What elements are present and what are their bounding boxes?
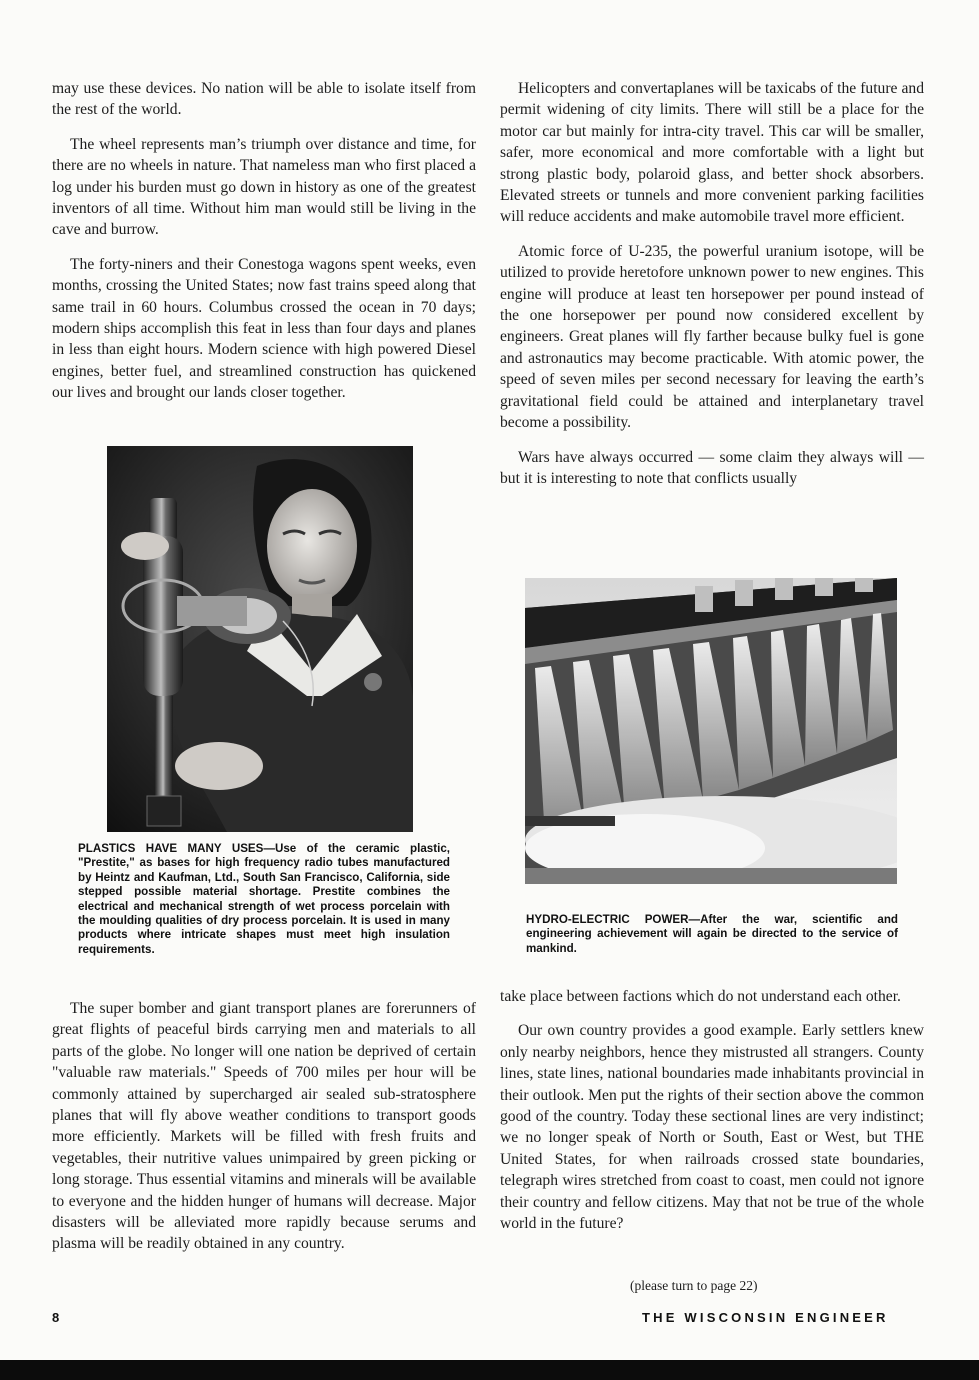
woman-with-radio-tube-image bbox=[107, 446, 413, 832]
paragraph: The wheel represents man’s triumph over distance and time, for there are no wheels in nature. That nameless man who first placed a log under his burden must go down in history as one of the greatest inventors of all time. Without him man would still be living in the cave and burrow. bbox=[52, 135, 476, 239]
hydro-caption: HYDRO-ELECTRIC POWER—After the war, scientific and engineering achievement will again be directed to the service of mankind. bbox=[526, 913, 898, 955]
dam-spillway-image bbox=[525, 578, 897, 884]
page-number: 8 bbox=[52, 1310, 60, 1325]
paragraph: take place between factions which do not understand each other. bbox=[500, 988, 901, 1005]
right-column-bottom bbox=[500, 986, 924, 1247]
publication-title: THE WISCONSIN ENGINEER bbox=[642, 1310, 889, 1325]
left-column-bottom bbox=[52, 998, 476, 1268]
plastics-caption: PLASTICS HAVE MANY USES—Use of the ceramic plastic, "Prestite," as bases for high frequency radio tubes manufactured by Heintz and Kaufman, Ltd., South San Francisco, California, side stepped possible material shortage. Prestite combines the electrical and mechanical strength of wet process porcelain with the moulding qualities of dry process porcelain. It is used in many products where intricate shapes must meet high insulation requirements. bbox=[78, 842, 450, 956]
left-column-top bbox=[52, 78, 476, 417]
paragraph: Wars have always occurred — some claim they always will — but it is interesting to note that conflicts usually bbox=[500, 448, 924, 487]
paragraph: may use these devices. No nation will be able to isolate itself from the rest of the world. bbox=[52, 80, 476, 119]
paragraph: Atomic force of U-235, the powerful uranium isotope, will be utilized to provide heretofore unknown power to new engines. This engine will produce at least ten horsepower per pound instead of the one horsepower per pound now considered excellent by engineers. Great planes will fly farther because bulky fuel is gone and astronautics may become practicable. With atomic power, the speed of seven miles per second necessary for leaving the earth’s gravitational field could be attained and interplanetary travel become a possibility. bbox=[500, 242, 924, 432]
continuation-note: (please turn to page 22) bbox=[630, 1278, 758, 1293]
right-column-top bbox=[500, 78, 924, 502]
paragraph: The super bomber and giant transport planes are forerunners of great flights of peaceful birds carrying men and materials to all parts of the globe. No longer will one nation be deprived of certain "valuable raw materials." Speeds of 700 miles per hour will be commonly attained by supercharged air sealed sub-stratosphere planes that will fly above weather conditions to transport goods more efficiently. Markets will be filled with fresh fruits and vegetables, their nutritive values unimpaired by green picking or long storage. Thus essential vitamins and minerals will be available to everyone and the hidden hunger of humans will decrease. Major disasters will be alleviated more rapidly because serums and plasma will be readily obtained in any country. bbox=[52, 1000, 476, 1253]
scan-edge bbox=[0, 1360, 979, 1380]
hydro-photo bbox=[525, 578, 897, 884]
paragraph: Helicopters and convertaplanes will be taxicabs of the future and permit widening of city limits. There will still be a place for the motor car but mainly for intra-city travel. This car will be smaller, safer, more economical and more comfortable with a light but strong plastic body, polaroid glass, and better shock absorbers. Elevated streets or tunnels and more convenient parking facilities will reduce accidents and make automobile travel more efficient. bbox=[500, 80, 924, 226]
paragraph: Our own country provides a good example. Early settlers knew only nearby neighbors, hence they mistrusted all strangers. County lines, state lines, national boundaries made inhabitants provincial in their outlook. Men put the rights of their section above the common good of the country. Today these sectional lines are very indistinct; we no longer speak of North or South, East or West, but THE United States, for when railroads crossed state boundaries, telegraph wires stretched from coast to coast, men could not ignore their country and fellow citizens. May that not be true of the whole world in the future? bbox=[500, 1022, 924, 1233]
paragraph: The forty-niners and their Conestoga wagons spent weeks, even months, crossing the United States; now fast trains speed along that same trail in 60 hours. Columbus crossed the ocean in 70 days; modern ships accomplish this feat in less than four days and planes in less than eight hours. Modern science with high powered Diesel engines, better fuel, and streamlined construction has quickened our lives and brought our lands closer together. bbox=[52, 255, 476, 402]
plastics-photo bbox=[107, 446, 413, 832]
